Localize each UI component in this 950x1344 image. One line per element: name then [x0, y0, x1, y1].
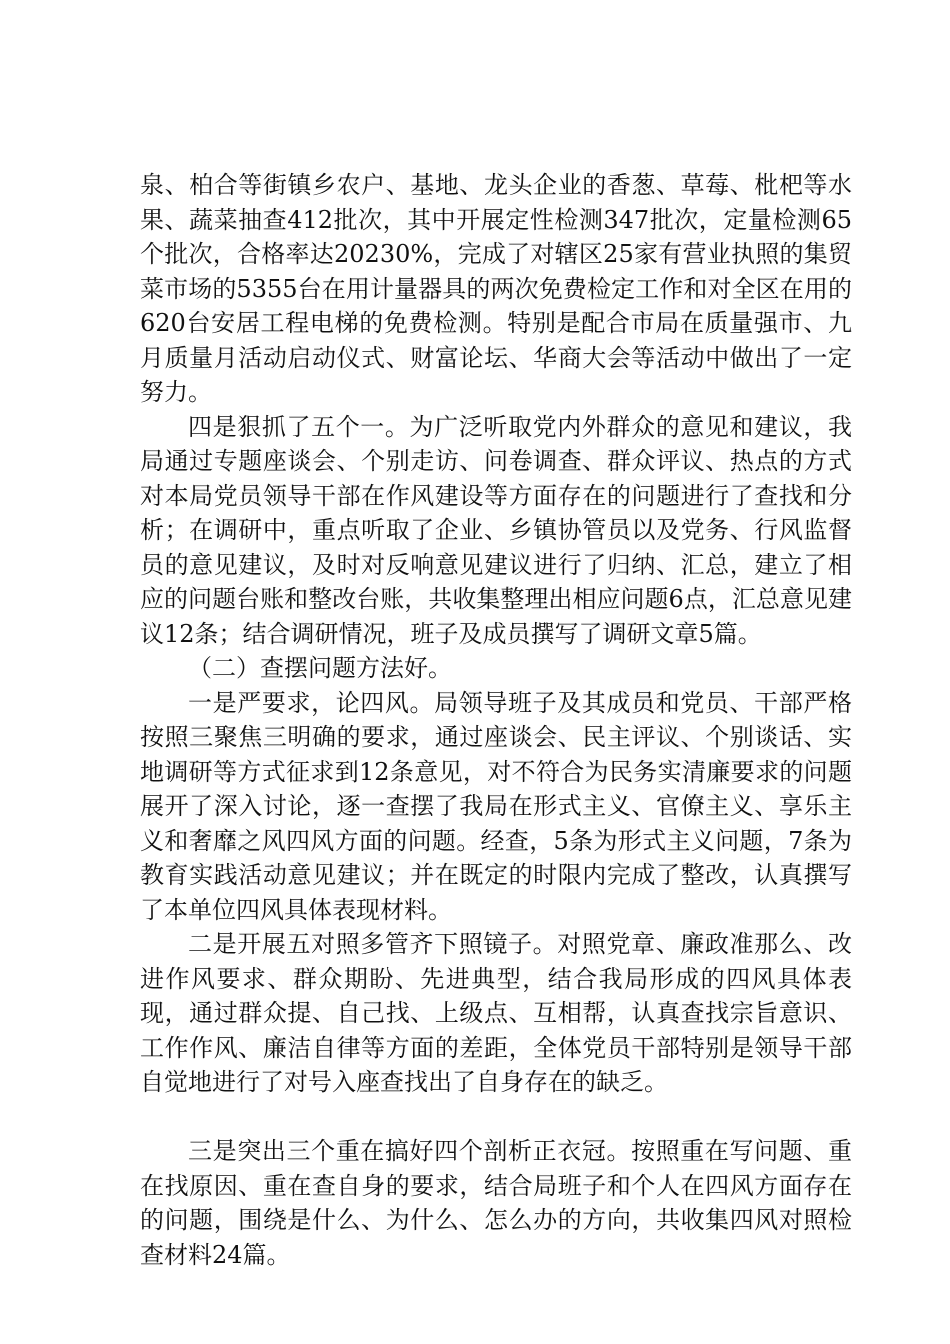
paragraph-four-fives: 四是狠抓了五个一。为广泛听取党内外群众的意见和建议，我局通过专题座谈会、个别走访、问卷调查、群众评议、热点的方式对本局党员领导干部在作风建设等方面存在的问题进行了查找和分析；在调研中，重点听取了企业、乡镇协管员以及党务、行风监督员的意见建议，及时对反响意见建议进行了归纳、汇总，建立了相应的问题台账和整改台账，共收集整理出相应问题6点，汇总意见建议12条；结合调研情况，班子及成员撰写了调研文章5篇。	[140, 412, 852, 648]
document-page	[140, 168, 852, 1272]
paragraph-five-comparisons: 二是开展五对照多管齐下照镜子。对照党章、廉政准那么、改进作风要求、群众期盼、先进典型，结合我局形成的四风具体表现，通过群众提、自己找、上级点、互相帮，认真查找宗旨意识、工作作风、廉洁自律等方面的差距，全体党员干部特别是领导干部自觉地进行了对号入座查找出了自身存在的缺乏。	[140, 930, 852, 1096]
paragraph-gap	[140, 1100, 852, 1135]
paragraph-three-focuses: 三是突出三个重在搞好四个剖析正衣冠。按照重在写问题、重在找原因、重在查自身的要求，结合局班子和个人在四风方面存在的问题，围绕是什么、为什么、怎么办的方向，共收集四风对照检查材料24篇。	[140, 1137, 852, 1269]
paragraph-continuation: 泉、柏合等街镇乡农户、基地、龙头企业的香葱、草莓、枇杷等水果、蔬菜抽查412批次，其中开展定性检测347批次，定量检测65个批次，合格率达20230%，完成了对辖区25家有营业执照的集贸菜市场的5355台在用计量器具的两次免费检定工作和对全区在用的620台安居工程电梯的免费检测。特别是配合市局在质量强市、九月质量月活动启动仪式、财富论坛、华商大会等活动中做出了一定努力。	[140, 171, 852, 406]
paragraph-strict-requirements: 一是严要求，论四风。局领导班子及其成员和党员、干部严格按照三聚焦三明确的要求，通过座谈会、民主评议、个别谈话、实地调研等方式征求到12条意见，对不符合为民务实清廉要求的问题展开了深入讨论，逐一查摆了我局在形式主义、官僚主义、享乐主义和奢靡之风四风方面的问题。经查，5条为形式主义问题，7条为教育实践活动意见建议；并在既定的时限内完成了整改，认真撰写了本单位四风具体表现材料。	[140, 688, 852, 924]
section-heading: （二）查摆问题方法好。	[188, 654, 452, 682]
